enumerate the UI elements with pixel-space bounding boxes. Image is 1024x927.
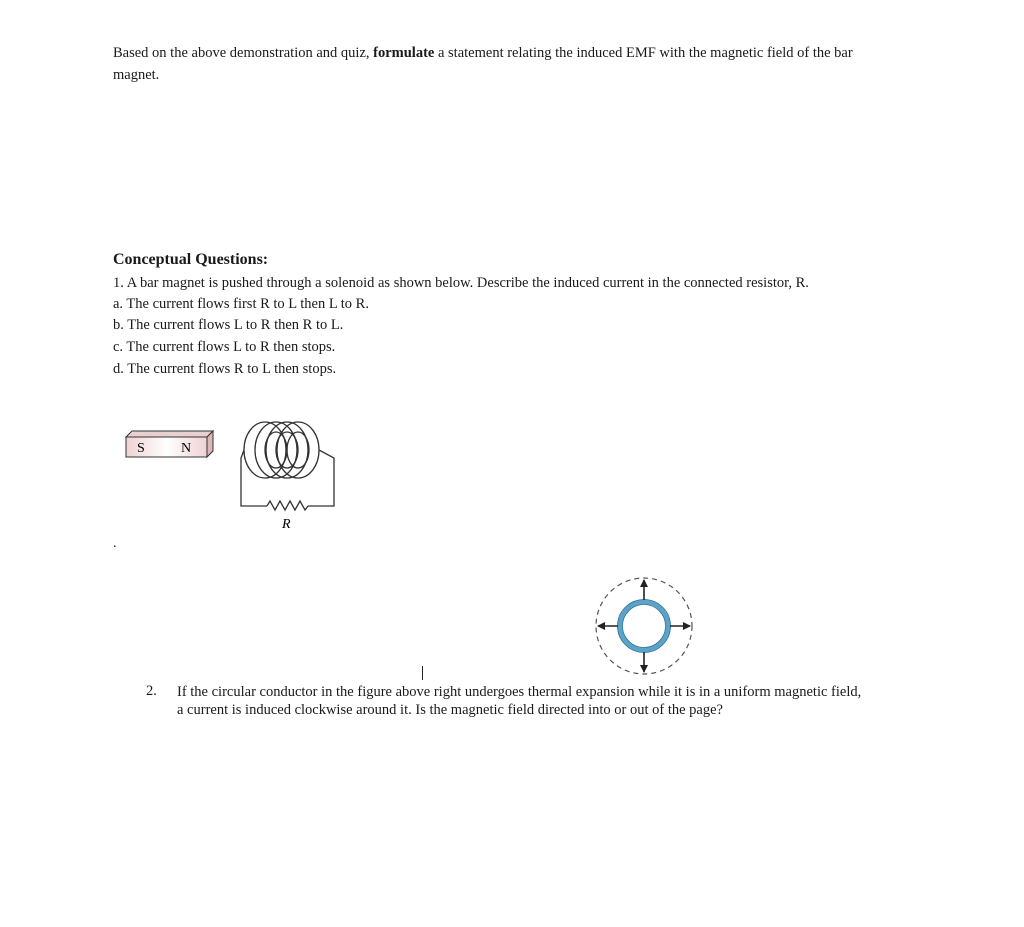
- bar-magnet: [126, 431, 213, 457]
- question-2-number: 2.: [146, 683, 157, 699]
- magnet-north-label: N: [181, 441, 192, 456]
- resistor-label: R: [282, 517, 291, 532]
- section-heading: Conceptual Questions:: [113, 251, 269, 268]
- intro-bold-word: formulate: [373, 45, 435, 61]
- option-c: c. The current flows L to R then stops.: [113, 339, 336, 355]
- question-2-text: [177, 683, 917, 719]
- stray-dot: .: [113, 536, 117, 551]
- circular-conductor-figure: [588, 570, 700, 680]
- intro-text-end: a statement relating the induced EMF with the magnetic field of the bar: [434, 45, 853, 61]
- magnet-south-label: S: [137, 441, 145, 456]
- magnet-solenoid-figure: [110, 410, 350, 540]
- option-a: a. The current flows first R to L then L to R.: [113, 296, 369, 312]
- resistor-circuit: [241, 450, 334, 510]
- intro-line-1: [113, 42, 913, 64]
- question-2-line-2: a current is induced clockwise around it. Is the magnetic field directed into or out of the page?: [177, 702, 723, 718]
- conductor-ring: [620, 602, 668, 650]
- solenoid-coil: [244, 422, 319, 478]
- intro-line-2: magnet.: [113, 67, 160, 83]
- resistor-zigzag: [267, 501, 308, 510]
- expansion-arrows: [598, 580, 690, 672]
- intro-paragraph: [113, 42, 913, 86]
- intro-text-start: Based on the above demonstration and quiz,: [113, 45, 374, 61]
- text-cursor: [422, 666, 423, 680]
- option-d: d. The current flows R to L then stops.: [113, 361, 337, 377]
- option-b: b. The current flows L to R then R to L.: [113, 317, 344, 333]
- question-2-line-1: If the circular conductor in the figure above right undergoes thermal expansion while it is in a uniform magnetic field,: [177, 684, 862, 700]
- question-1-text: 1. A bar magnet is pushed through a solenoid as shown below. Describe the induced current in the connected resistor, R.: [113, 275, 809, 291]
